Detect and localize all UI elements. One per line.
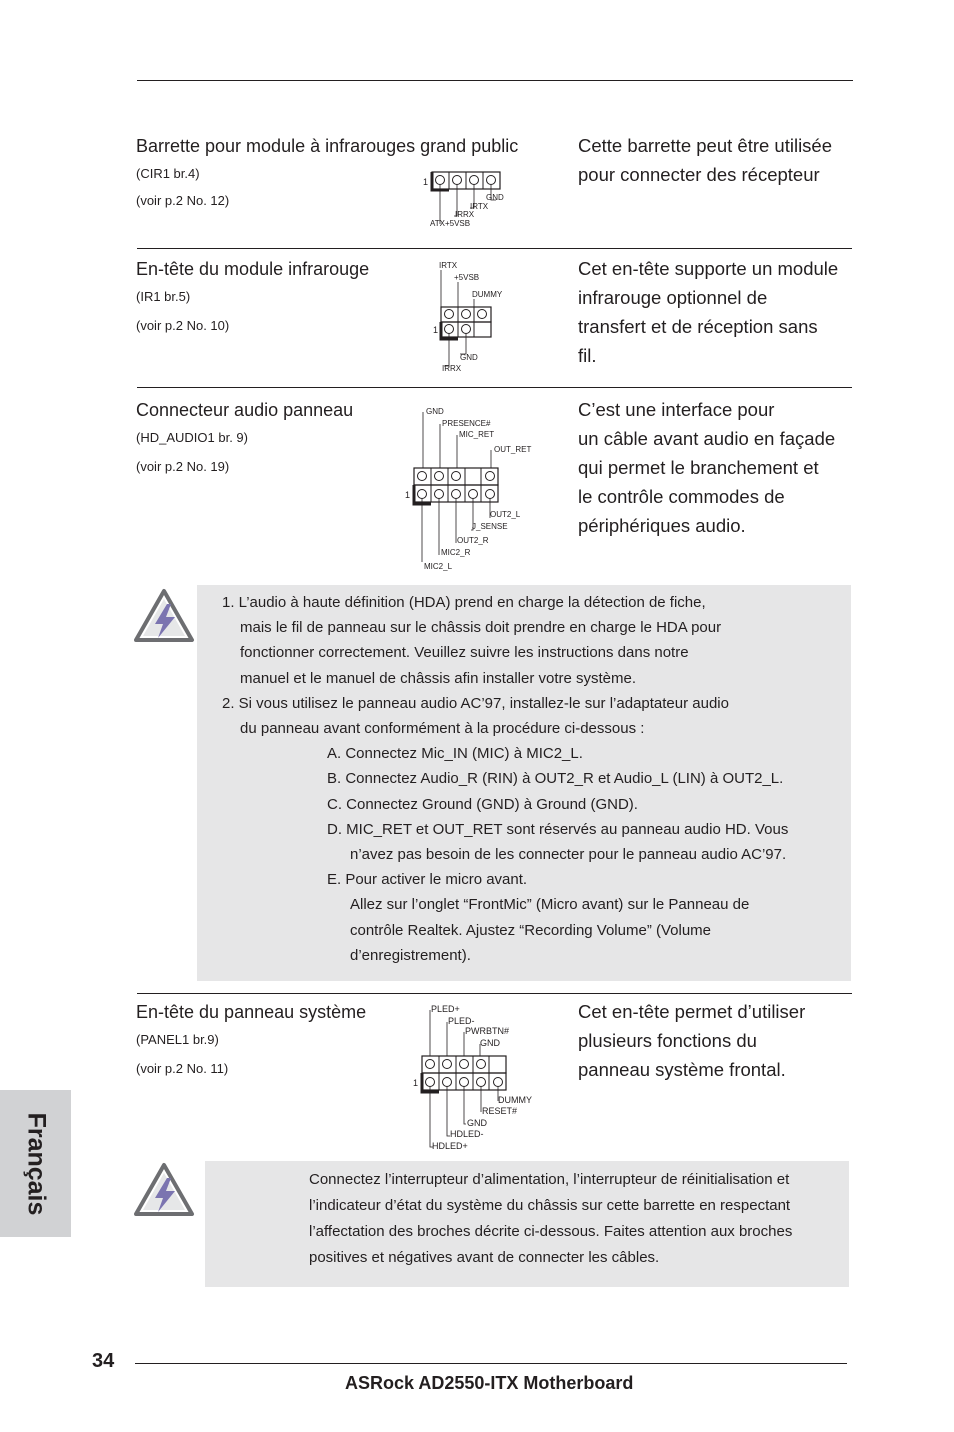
note-line: E. Pour activer le micro avant.: [327, 871, 528, 889]
svg-text:IRTX: IRTX: [439, 261, 458, 270]
svg-text:PLED-: PLED-: [448, 1016, 475, 1026]
section-description: Cet en-tête supporte un module infrarouge optionnel de transfert et de réception sans fil.: [578, 258, 839, 366]
note-line: manuel et le manuel de châssis afin installer votre système.: [240, 669, 637, 687]
section-description: Cet en-tête permet d’utiliser plusieurs fonctions du panneau système frontal.: [578, 1001, 806, 1080]
svg-text:HDLED-: HDLED-: [450, 1129, 484, 1139]
svg-text:1: 1: [405, 490, 411, 500]
svg-text:HDLED+: HDLED+: [432, 1141, 468, 1151]
ir-header-diagram: [430, 258, 530, 376]
svg-text:IRRX: IRRX: [442, 364, 462, 373]
svg-text:RESET#: RESET#: [482, 1106, 518, 1116]
note-line: contrôle Realtek. Ajustez “Recording Volume” (Volume: [350, 921, 712, 939]
svg-text:J_SENSE: J_SENSE: [472, 522, 508, 531]
svg-text:PWRBTN#: PWRBTN#: [465, 1026, 510, 1036]
note-panel-text: [309, 1167, 849, 1271]
cir-header-diagram: [420, 168, 520, 230]
note-line: Connectez l’interrupteur d’alimentation, l’interrupteur de réinitialisation et: [309, 1171, 790, 1188]
note-line: C. Connectez Ground (GND) à Ground (GND).: [327, 795, 638, 813]
warning-icon: [133, 1162, 195, 1218]
svg-text:MIC2_R: MIC2_R: [441, 548, 471, 557]
section-title: En-tête du panneau système: [136, 1002, 367, 1022]
note-line: A. Connectez Mic_IN (MIC) à MIC2_L.: [327, 745, 583, 763]
language-label: Français: [22, 1112, 50, 1215]
svg-text:GND: GND: [480, 1038, 500, 1048]
svg-text:OUT2_R: OUT2_R: [457, 536, 489, 545]
section-title: Barrette pour module à infrarouges grand public: [136, 136, 519, 156]
note-line: 2. Si vous utilisez le panneau audio AC’97, installez-le sur l’adaptateur audio: [222, 694, 729, 712]
svg-text:GND: GND: [467, 1118, 487, 1128]
svg-text:DUMMY: DUMMY: [472, 290, 503, 299]
svg-text:PRESENCE#: PRESENCE#: [442, 419, 491, 428]
note-line: l’indicateur d’état du système du châssis sur cette barrette en respectant: [309, 1197, 791, 1214]
panel-header-diagram: [408, 1000, 548, 1152]
svg-text:1: 1: [413, 1078, 419, 1088]
svg-text:GND: GND: [426, 407, 444, 416]
header-rule: [137, 80, 853, 81]
svg-text:MIC2_L: MIC2_L: [424, 562, 453, 571]
svg-text:+5VSB: +5VSB: [454, 273, 480, 282]
note-line: mais le fil de panneau sur le châssis doit prendre en charge le HDA pour: [240, 619, 722, 637]
svg-text:PLED+: PLED+: [431, 1004, 460, 1014]
section-ref: (CIR1 br.4): [136, 166, 200, 181]
note-audio-text: [222, 590, 852, 968]
note-line: Allez sur l’onglet “FrontMic” (Micro avant) sur le Panneau de: [350, 896, 750, 914]
note-line: 1. L’audio à haute définition (HDA) prend en charge la détection de fiche,: [222, 594, 706, 611]
note-line: l’affectation des broches décrite ci-dessous. Faites attention aux broches: [309, 1223, 793, 1240]
svg-text:1: 1: [423, 177, 429, 187]
section-description: C’est une interface pour un câble avant audio en façade qui permet le branchement et le contrôle commodes de périphériques audio.: [578, 399, 836, 536]
footer-rule: [135, 1363, 847, 1364]
section-page-ref: (voir p.2 No. 19): [136, 459, 230, 474]
hd-audio-header-diagram: [400, 402, 550, 574]
svg-text:1: 1: [433, 325, 439, 335]
svg-text:MIC_RET: MIC_RET: [459, 430, 495, 439]
svg-text:GND: GND: [460, 353, 478, 362]
language-side-tab: [0, 1090, 71, 1237]
section-divider: [137, 387, 852, 388]
section-divider: [137, 993, 852, 994]
svg-text:OUT_RET: OUT_RET: [494, 445, 532, 454]
warning-icon: [133, 588, 195, 644]
svg-text:IRRX: IRRX: [455, 210, 475, 219]
section-title: Connecteur audio panneau: [136, 400, 354, 420]
svg-text:IRTX: IRTX: [470, 202, 489, 211]
footer-title: ASRock AD2550-ITX Motherboard: [345, 1373, 634, 1393]
section-page-ref: (voir p.2 No. 11): [136, 1061, 229, 1076]
svg-text:DUMMY: DUMMY: [498, 1095, 532, 1105]
svg-text:OUT2_L: OUT2_L: [490, 510, 521, 519]
note-line: n’avez pas besoin de les connecter pour le panneau audio AC’97.: [350, 846, 787, 864]
note-line: D. MIC_RET et OUT_RET sont réservés au panneau audio HD. Vous: [327, 820, 789, 838]
note-line: positives et négatives avant de connecter les câbles.: [309, 1249, 660, 1266]
section-divider: [137, 248, 852, 249]
section-ref: (HD_AUDIO1 br. 9): [136, 430, 248, 445]
page-number: 34: [92, 1350, 115, 1372]
note-line: d’enregistrement).: [350, 946, 471, 964]
section-description: Cette barrette peut être utilisée pour connecter des récepteur: [578, 135, 833, 185]
section-ref: (PANEL1 br.9): [136, 1032, 219, 1047]
note-line: B. Connectez Audio_R (RIN) à OUT2_R et Audio_L (LIN) à OUT2_L.: [327, 770, 784, 788]
section-page-ref: (voir p.2 No. 12): [136, 193, 230, 208]
svg-text:ATX+5VSB: ATX+5VSB: [430, 219, 471, 228]
note-line: fonctionner correctement. Veuillez suivre les instructions dans notre: [240, 644, 689, 662]
svg-text:GND: GND: [486, 193, 504, 202]
section-page-ref: (voir p.2 No. 10): [136, 318, 230, 333]
section-ref: (IR1 br.5): [136, 289, 191, 304]
note-line: du panneau avant conformément à la procédure ci-dessous :: [240, 720, 645, 738]
section-title: En-tête du module infrarouge: [136, 259, 370, 279]
